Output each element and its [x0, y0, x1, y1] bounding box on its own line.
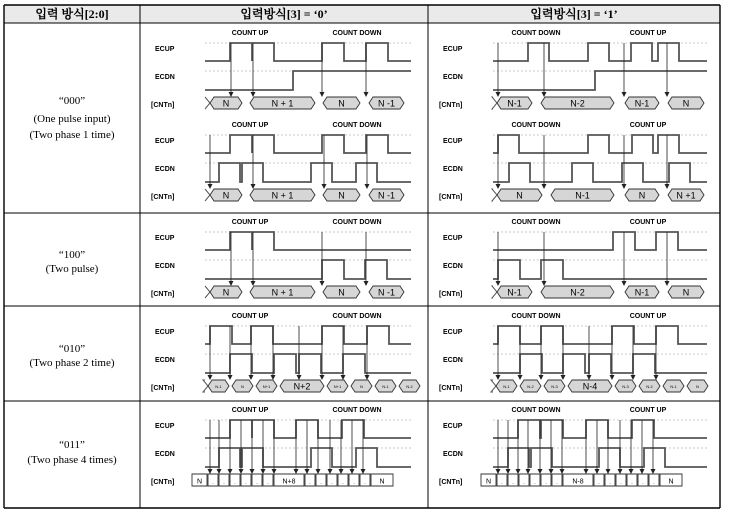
direction-label: COUNT DOWN: [511, 219, 561, 226]
counter-value: N-1: [634, 98, 650, 109]
counter-value: ..: [597, 479, 601, 485]
direction-label: COUNT UP: [231, 30, 269, 37]
signal-cnt-label: [CNTn]: [439, 102, 463, 109]
signal-ecdn-label: ECDN: [155, 357, 175, 364]
direction-label: COUNT DOWN: [332, 313, 382, 320]
counter-value: N: [222, 98, 230, 109]
counter-value: N-1: [670, 384, 677, 389]
signal-cnt-label: [CNTn]: [439, 291, 463, 298]
mode-code: “010”: [58, 343, 86, 355]
mode-description: (Two phase 1 time): [29, 129, 115, 141]
counter-value: N: [682, 287, 690, 298]
header-mode-0: 입력방식[3] = ‘0’: [240, 7, 328, 21]
signal-ecup-label: ECUP: [155, 329, 175, 336]
counter-value: ..: [533, 479, 537, 485]
direction-label: COUNT UP: [231, 122, 269, 129]
direction-label: COUNT DOWN: [332, 407, 382, 414]
counter-value: ..: [641, 479, 645, 485]
counter-value: N: [696, 384, 699, 389]
counter-value: N+8: [282, 478, 296, 486]
header-mode-1: 입력방식[3] = ‘1’: [530, 7, 618, 21]
counter-value: ..: [522, 479, 526, 485]
counter-value: N: [638, 190, 646, 201]
mode-description: (Two phase 2 time): [29, 357, 115, 369]
signal-ecdn-label: ECDN: [155, 74, 175, 81]
counter-value: ..: [330, 479, 334, 485]
signal-ecdn-label: ECDN: [155, 263, 175, 270]
counter-value: N-1: [507, 287, 522, 298]
counter-value: N-1: [575, 190, 590, 201]
counter-value: N: [682, 98, 690, 109]
direction-label: COUNT DOWN: [511, 407, 561, 414]
direction-label: COUNT UP: [629, 30, 667, 37]
direction-label: COUNT UP: [231, 313, 269, 320]
counter-value: N-1: [507, 98, 522, 109]
counter-value: N: [668, 478, 674, 486]
counter-value: ..: [244, 479, 248, 485]
counter-value: N: [196, 478, 203, 486]
counter-value: N-2: [570, 287, 585, 298]
counter-value: N-2: [646, 384, 653, 389]
counter-value: N: [379, 478, 385, 486]
mode-description: (One pulse input): [33, 113, 111, 125]
direction-label: COUNT UP: [629, 313, 667, 320]
direction-label: COUNT UP: [629, 219, 667, 226]
counter-value: ..: [308, 479, 312, 485]
counter-value: N -1: [377, 98, 396, 109]
signal-ecdn-label: ECDN: [443, 263, 463, 270]
signal-cnt-label: [CNTn]: [151, 385, 175, 392]
mode-description: (Two phase 4 times): [27, 454, 117, 466]
signal-cnt-label: [CNTn]: [151, 479, 175, 486]
counter-value: N: [338, 98, 345, 109]
counter-value: N-1: [634, 287, 650, 298]
counter-value: N: [516, 190, 523, 201]
signal-ecdn-label: ECDN: [155, 451, 175, 458]
signal-ecup-label: ECUP: [443, 329, 463, 336]
counter-value: N-1: [215, 384, 222, 389]
mode-description: (Two pulse): [45, 263, 99, 275]
signal-cnt-label: [CNTn]: [439, 194, 463, 201]
counter-value: ..: [555, 479, 559, 485]
counter-value: N -1: [377, 287, 396, 298]
counter-value: N+2: [293, 381, 311, 392]
counter-value: ..: [341, 479, 345, 485]
counter-value: N: [222, 190, 230, 201]
counter-value: N + 1: [271, 287, 294, 298]
signal-ecdn-label: ECDN: [443, 451, 463, 458]
counter-value: N: [338, 287, 345, 298]
counter-value: N+1: [262, 384, 271, 389]
counter-value: N-3: [551, 384, 558, 389]
counter-value: N: [360, 384, 363, 389]
counter-value: N-3: [622, 384, 629, 389]
signal-ecup-label: ECUP: [155, 46, 175, 53]
signal-cnt-label: [CNTn]: [151, 291, 175, 298]
counter-value: ..: [630, 479, 634, 485]
counter-value: N-2: [570, 98, 585, 109]
signal-ecup-label: ECUP: [155, 138, 175, 145]
counter-value: N +1: [676, 190, 696, 201]
signal-ecdn-label: ECDN: [443, 166, 463, 173]
counter-value: N + 1: [271, 190, 294, 201]
counter-value: ..: [266, 479, 270, 485]
signal-cnt-label: [CNTn]: [151, 194, 175, 201]
counter-value: ..: [652, 479, 656, 485]
direction-label: COUNT DOWN: [511, 30, 561, 37]
signal-cnt-label: [CNTn]: [151, 102, 175, 109]
counter-value: N: [222, 287, 230, 298]
counter-value: N: [241, 384, 244, 389]
signal-ecdn-label: ECDN: [443, 74, 463, 81]
counter-value: ..: [608, 479, 612, 485]
signal-ecdn-label: ECDN: [155, 166, 175, 173]
direction-label: COUNT UP: [231, 407, 269, 414]
counter-value: N-1: [382, 384, 389, 389]
mode-code: “100”: [58, 249, 86, 261]
counter-value: N: [338, 190, 345, 201]
direction-label: COUNT UP: [629, 122, 667, 129]
counter-value: ..: [211, 479, 215, 485]
counter-value: N -1: [377, 190, 396, 201]
counter-value: N: [485, 478, 492, 486]
counter-value: ..: [222, 479, 226, 485]
counter-value: ..: [319, 479, 323, 485]
counter-value: N-1: [503, 384, 510, 389]
direction-label: COUNT DOWN: [511, 313, 561, 320]
counter-value: N-4: [582, 381, 598, 392]
counter-value: N-2: [527, 384, 534, 389]
counter-value: ..: [544, 479, 548, 485]
counter-value: N+1: [333, 384, 342, 389]
counter-value: N + 1: [271, 98, 294, 109]
direction-label: COUNT UP: [629, 407, 667, 414]
signal-ecup-label: ECUP: [155, 423, 175, 430]
signal-ecup-label: ECUP: [443, 46, 463, 53]
counter-value: ..: [352, 479, 356, 485]
direction-label: COUNT DOWN: [332, 219, 382, 226]
signal-cnt-label: [CNTn]: [439, 385, 463, 392]
signal-ecup-label: ECUP: [443, 423, 463, 430]
signal-cnt-label: [CNTn]: [439, 479, 463, 486]
counter-value: ..: [619, 479, 623, 485]
direction-label: COUNT UP: [231, 219, 269, 226]
signal-ecup-label: ECUP: [443, 138, 463, 145]
mode-code: “011”: [59, 439, 85, 451]
header-input-mode: 입력 방식[2:0]: [35, 7, 109, 21]
counter-value: ..: [363, 479, 367, 485]
signal-ecdn-label: ECDN: [443, 357, 463, 364]
direction-label: COUNT DOWN: [511, 122, 561, 129]
counter-value: N-2: [406, 384, 413, 389]
counter-value: ..: [233, 479, 237, 485]
counter-value: ..: [511, 479, 515, 485]
counter-value: ..: [255, 479, 259, 485]
mode-code: “000”: [58, 95, 86, 107]
counter-value: ..: [500, 479, 504, 485]
direction-label: COUNT DOWN: [332, 122, 382, 129]
signal-ecup-label: ECUP: [443, 235, 463, 242]
counter-value: N-8: [572, 478, 584, 486]
direction-label: COUNT DOWN: [332, 30, 382, 37]
signal-ecup-label: ECUP: [155, 235, 175, 242]
